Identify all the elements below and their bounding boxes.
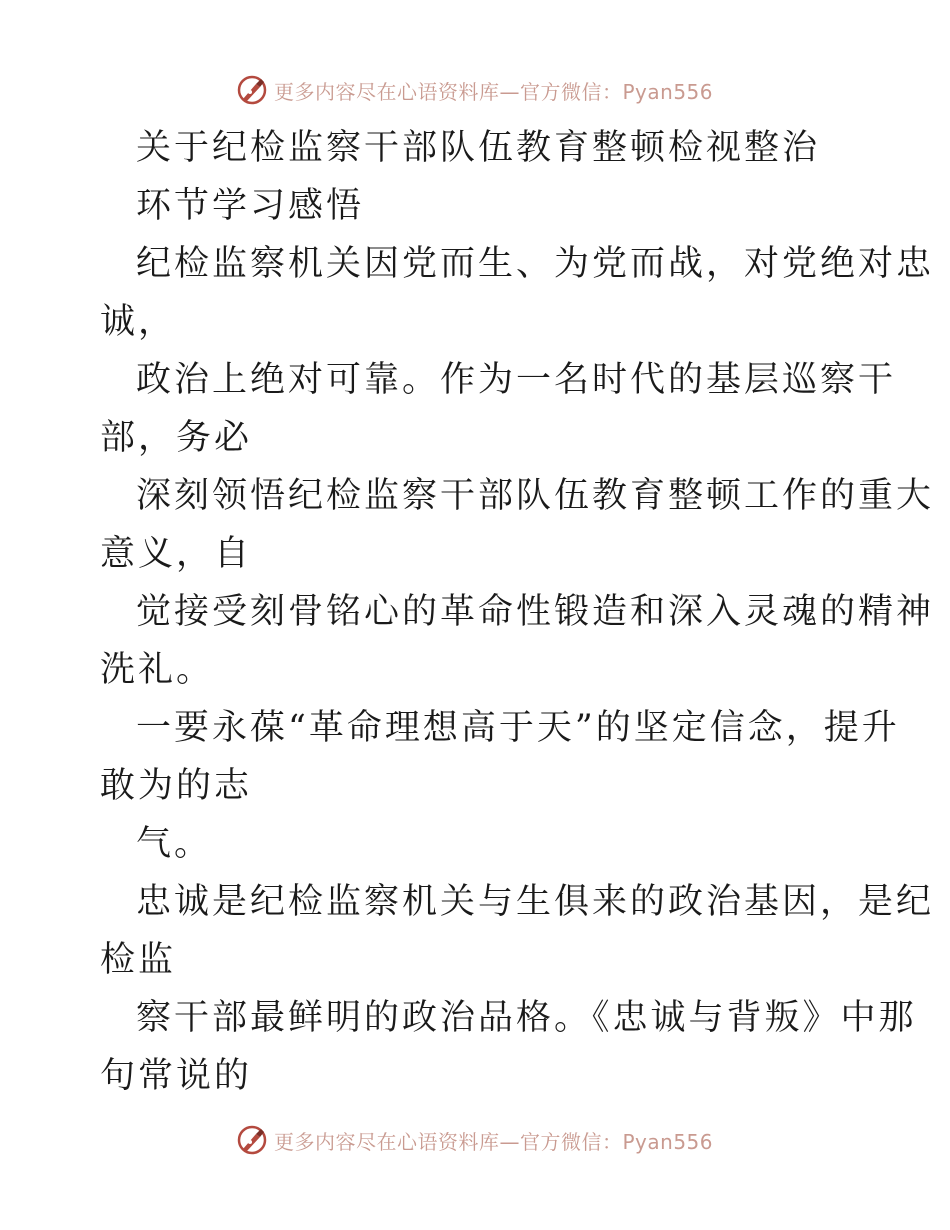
paragraph-line: 觉接受刻骨铭心的革命性锻造和深入灵魂的精神 [136, 592, 935, 632]
paragraph-line: 一要永葆“革命理想高于天”的坚定信念，提升 [136, 708, 900, 748]
paragraph-line: 部，务必 [100, 418, 253, 458]
paragraph-line: 意义，自 [100, 534, 253, 574]
paragraph-line: 诚， [100, 302, 177, 342]
paragraph-line: 察干部最鲜明的政治品格。《忠诚与背叛》中那 [136, 998, 917, 1038]
paragraph-line: 纪检监察机关因党而生、为党而战，对党绝对忠 [136, 244, 935, 284]
document-title-line-1: 关于纪检监察干部队伍教育整顿检视整治 [136, 128, 821, 168]
watermark-text: 更多内容尽在心语资料库—官方微信：Pyan556 [274, 79, 714, 104]
document-title-line-2: 环节学习感悟 [136, 186, 365, 226]
paragraph-line: 洗礼。 [100, 650, 215, 690]
paragraph-line: 政治上绝对可靠。作为一名时代的基层巡察干 [136, 360, 897, 400]
paragraph-line: 句常说的 [100, 1056, 253, 1096]
paragraph-line: 深刻领悟纪检监察干部队伍教育整顿工作的重大 [136, 476, 935, 516]
footer-watermark [236, 1122, 713, 1158]
pen-circle-logo-icon [236, 1124, 268, 1156]
paragraph-line: 气。 [136, 824, 213, 864]
watermark-text: 更多内容尽在心语资料库—官方微信：Pyan556 [274, 1129, 714, 1154]
paragraph-line: 检监 [100, 940, 177, 980]
paragraph-line: 敢为的志 [100, 766, 253, 806]
paragraph-line: 忠诚是纪检监察机关与生俱来的政治基因，是纪 [136, 882, 935, 922]
